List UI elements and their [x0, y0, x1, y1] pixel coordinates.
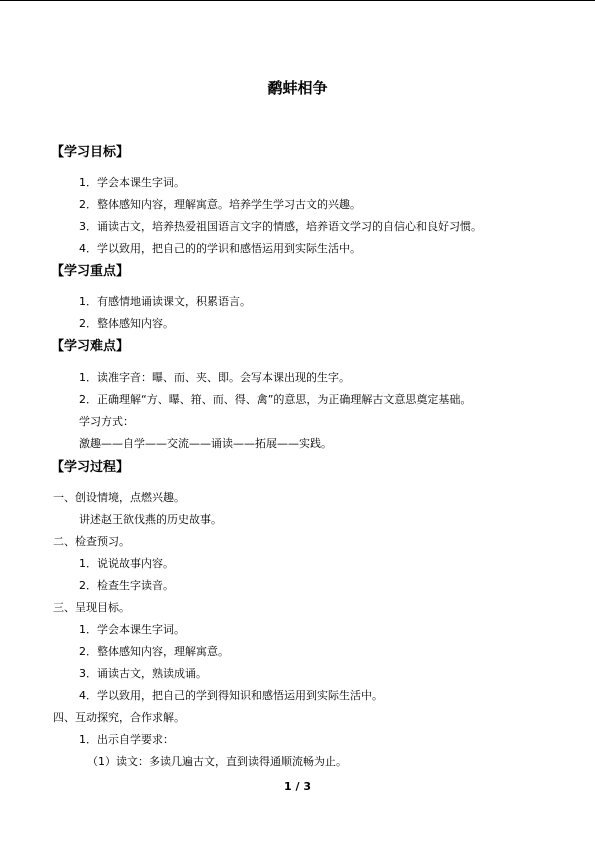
goal-item-1: 1．学会本课生字词。	[79, 176, 185, 189]
heading-learning-goals: 【学习目标】	[51, 145, 130, 160]
process-step-3-item-2: 2．整体感知内容，理解寓意。	[79, 645, 229, 658]
goal-item-4: 4．学以致用，把自己的的学识和感悟运用到实际生活中。	[79, 242, 361, 255]
learning-method-label: 学习方式：	[79, 415, 134, 428]
process-step-2-item-2: 2．检查生字读音。	[79, 579, 174, 592]
goal-item-2: 2．整体感知内容，理解寓意。培养学生学习古文的兴趣。	[79, 198, 361, 211]
process-step-3-title: 三、呈现目标。	[53, 601, 130, 614]
process-step-1-title: 一、创设情境，点燃兴趣。	[53, 491, 185, 504]
process-step-3-item-4: 4．学以致用，把自己的学到得知识和感悟运用到实际生活中。	[79, 689, 383, 702]
process-step-2-item-1: 1．说说故事内容。	[79, 557, 174, 570]
heading-learning-process: 【学习过程】	[51, 460, 130, 475]
process-step-4-item-1: 1．出示自学要求：	[79, 733, 174, 746]
process-step-3-item-1: 1．学会本课生字词。	[79, 623, 185, 636]
key-point-item-2: 2．整体感知内容。	[79, 317, 174, 330]
document-title: 鹬蚌相争	[267, 79, 328, 97]
difficulty-item-1: 1．读准字音：曝、而、夹、即。会写本课出现的生字。	[79, 371, 350, 384]
heading-key-points: 【学习重点】	[51, 264, 130, 279]
learning-method-flow: 激趣——自学——交流——诵读——拓展——实践。	[79, 437, 332, 450]
process-step-3-item-3: 3．诵读古文，熟读成诵。	[79, 667, 207, 680]
process-step-1-item-1: 讲述赵王欲伐燕的历史故事。	[79, 513, 222, 526]
process-step-2-title: 二、检查预习。	[53, 535, 130, 548]
difficulty-item-2: 2．正确理解“方、曝、箝、而、得、禽”的意思，为正确理解古文意思奠定基础。	[79, 393, 472, 406]
page-number: 1 / 3	[284, 780, 311, 793]
top-rule	[0, 0, 595, 1]
goal-item-3: 3．诵读古文，培养热爱祖国语言文字的情感，培养语文学习的自信心和良好习惯。	[79, 220, 482, 233]
heading-difficulties: 【学习难点】	[51, 339, 130, 354]
key-point-item-1: 1．有感情地诵读课文，积累语言。	[79, 295, 251, 308]
process-step-4-title: 四、互动探究，合作求解。	[53, 711, 185, 724]
process-step-4-subitem-1: （1）读文：多读几遍古文，直到读得通顺流畅为止。	[87, 755, 347, 768]
